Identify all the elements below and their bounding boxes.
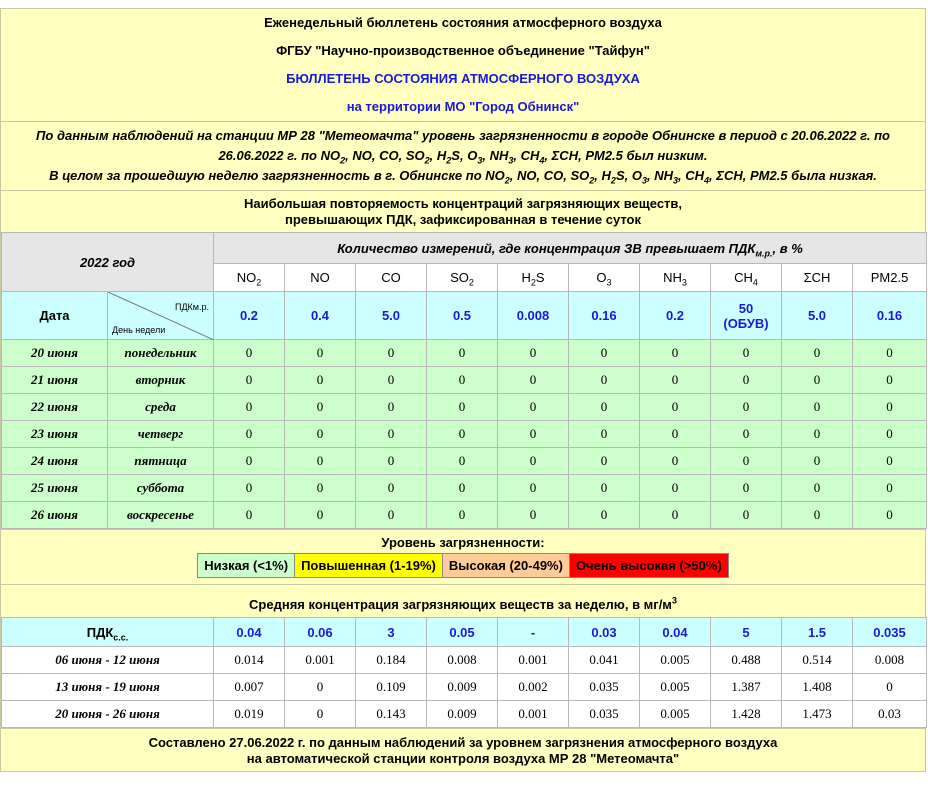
value-cell: 0.488 xyxy=(711,647,782,674)
value-cell: 0 xyxy=(214,475,285,502)
substance-header-0: $NO_2$ xyxy=(214,264,285,292)
value-cell: 0 xyxy=(853,340,927,367)
legend-items xyxy=(197,553,729,578)
value-cell: 1.408 xyxy=(782,674,853,701)
value-cell: 0.001 xyxy=(285,647,356,674)
value-cell: 0 xyxy=(356,394,427,421)
pdk-ss-value-2: 3 xyxy=(356,618,427,647)
value-cell: 0 xyxy=(356,448,427,475)
value-cell: 0 xyxy=(356,367,427,394)
value-cell: 0 xyxy=(285,674,356,701)
pdk-mr-number: 0.008 xyxy=(516,308,550,323)
value-cell: 0 xyxy=(356,421,427,448)
pdk-mr-row xyxy=(2,292,927,340)
value-cell: 0 xyxy=(214,367,285,394)
value-cell: 1.387 xyxy=(711,674,782,701)
value-cell: 0.001 xyxy=(498,701,569,728)
legend-title: Уровень загрязненности: xyxy=(381,535,545,550)
row-date: 25 июня xyxy=(2,475,108,502)
value-cell: 0 xyxy=(498,367,569,394)
row-weekday: понедельник xyxy=(108,340,214,367)
value-cell: 0.005 xyxy=(640,674,711,701)
value-cell: 0 xyxy=(356,340,427,367)
row-period: 13 июня - 19 июня xyxy=(2,674,214,701)
diag-bottom-label: День недели xyxy=(112,325,166,335)
header-line-2: ФГБУ "Научно-производственное объединение "Тайфун" xyxy=(276,43,650,58)
value-cell: 0 xyxy=(853,674,927,701)
table-row xyxy=(2,475,927,502)
value-cell: 0.514 xyxy=(782,647,853,674)
value-cell: 0 xyxy=(569,421,640,448)
pdk-mr-value-3 xyxy=(427,292,498,340)
substance-header-4: $H_2S$ xyxy=(498,264,569,292)
row-date: 24 июня xyxy=(2,448,108,475)
pdk-mr-value-8 xyxy=(782,292,853,340)
value-cell: 0 xyxy=(569,340,640,367)
value-cell: 0 xyxy=(214,394,285,421)
value-cell: 0 xyxy=(640,421,711,448)
row-weekday: среда xyxy=(108,394,214,421)
value-cell: 0.008 xyxy=(427,647,498,674)
pdk-ss-value-7: 5 xyxy=(711,618,782,647)
value-cell: 0 xyxy=(285,475,356,502)
legend-item-2: Высокая (20-49%) xyxy=(443,554,570,577)
row-weekday: пятница xyxy=(108,448,214,475)
value-cell: 0 xyxy=(640,475,711,502)
row-weekday: суббота xyxy=(108,475,214,502)
value-cell: 0 xyxy=(498,448,569,475)
value-cell: 0 xyxy=(427,367,498,394)
value-cell: 0.009 xyxy=(427,674,498,701)
value-cell: 0.03 xyxy=(853,701,927,728)
pdk-mr-value-2 xyxy=(356,292,427,340)
value-cell: 0 xyxy=(427,502,498,529)
substance-header-9: PM2.5 xyxy=(853,264,927,292)
value-cell: 0.109 xyxy=(356,674,427,701)
value-cell: 0 xyxy=(427,421,498,448)
pdk-mr-number: 5.0 xyxy=(807,308,827,323)
value-cell: 0.005 xyxy=(640,701,711,728)
row-weekday: воскресенье xyxy=(108,502,214,529)
value-cell: 0 xyxy=(285,448,356,475)
value-cell: 0 xyxy=(214,421,285,448)
legend-item-3: Очень высокая (>50%) xyxy=(570,554,728,577)
pdk-ss-label: $ПДК_{с.с.}$ xyxy=(2,618,214,647)
row-date: 21 июня xyxy=(2,367,108,394)
section1-title: Наибольшая повторяемость концентраций загрязняющих веществ, превышающих ПДК, зафиксированная в течение суток xyxy=(1,190,925,232)
pdk-mr-number: 0.5 xyxy=(452,308,472,323)
value-cell: 0 xyxy=(782,340,853,367)
pdk-ss-value-5: 0.03 xyxy=(569,618,640,647)
value-cell: 0 xyxy=(853,367,927,394)
table-row xyxy=(2,647,927,674)
pdk-ss-value-8: 1.5 xyxy=(782,618,853,647)
value-cell: 0 xyxy=(427,475,498,502)
intro-paragraph-2: В целом за прошедшую неделю загрязненность в г. Обнинске по $NO_2$, NO, CO, $SO_2$, $H_2S$, $O_3$, $NH_3$, $CH_4$, ΣCH, PM2.5 была низкая. xyxy=(49,168,877,186)
substance-header-1: NO xyxy=(285,264,356,292)
legend-item-1: Повышенная (1-19%) xyxy=(295,554,443,577)
intro-text xyxy=(1,121,925,190)
pdk-mr-value-7 xyxy=(711,292,782,340)
pdk-ss-value-6: 0.04 xyxy=(640,618,711,647)
exceedance-table xyxy=(1,232,927,529)
value-cell: 0 xyxy=(285,340,356,367)
pdk-mr-value-4 xyxy=(498,292,569,340)
pdk-mr-number: 0.2 xyxy=(239,308,259,323)
pdk-mr-number: 0.16 xyxy=(591,308,617,323)
intro-paragraph-1: По данным наблюдений на станции МР 28 "Метеомачта" уровень загрязненности в городе Обнинске в период с 20.06.2022 г. по 26.06.2022 г. по $NO_2$, NO, CO, $SO_2$, $H_2S$, $O_3$, $NH_3$, $CH_4$, ΣCH, PM2.5 был низким. xyxy=(36,128,890,166)
row-weekday: вторник xyxy=(108,367,214,394)
substance-header-5: $O_3$ xyxy=(569,264,640,292)
bulletin-header xyxy=(1,9,925,121)
value-cell: 0 xyxy=(640,367,711,394)
value-cell: 0 xyxy=(711,394,782,421)
table-row xyxy=(2,340,927,367)
pdk-mr-value-1 xyxy=(285,292,356,340)
pdk-ss-value-9: 0.035 xyxy=(853,618,927,647)
pdk-mr-number: 0.16 xyxy=(876,308,903,323)
value-cell: 0 xyxy=(427,448,498,475)
table-row xyxy=(2,394,927,421)
pdk-mr-value-0 xyxy=(214,292,285,340)
bulletin-footer: Составлено 27.06.2022 г. по данным наблюдений за уровнем загрязнения атмосферного воздуха на автоматической станции контроля воздуха МР 28 "Метеомачта" xyxy=(1,728,925,771)
value-cell: 0 xyxy=(853,394,927,421)
value-cell: 0 xyxy=(782,421,853,448)
value-cell: 0.007 xyxy=(214,674,285,701)
table-row xyxy=(2,421,927,448)
value-cell: 0 xyxy=(427,394,498,421)
table-row xyxy=(2,701,927,728)
substance-header-2: CO xyxy=(356,264,427,292)
value-cell: 0 xyxy=(356,475,427,502)
value-cell: 1.473 xyxy=(782,701,853,728)
value-cell: 0 xyxy=(498,502,569,529)
value-cell: 0.014 xyxy=(214,647,285,674)
value-cell: 0 xyxy=(711,448,782,475)
date-label: Дата xyxy=(2,292,108,340)
pdk-ss-row xyxy=(2,618,927,647)
pdk-mr-number: 5.0 xyxy=(381,308,401,323)
section2-title: Средняя концентрация загрязняющих веществ за неделю, в $мг/м^3$ xyxy=(1,584,925,617)
value-cell: 0.001 xyxy=(498,647,569,674)
value-cell: 0 xyxy=(711,502,782,529)
row-date: 23 июня xyxy=(2,421,108,448)
row-date: 26 июня xyxy=(2,502,108,529)
value-cell: 0 xyxy=(853,421,927,448)
pdk-ch4-note: (ОБУВ) xyxy=(723,315,769,331)
value-cell: 0 xyxy=(285,502,356,529)
value-cell: 0 xyxy=(285,394,356,421)
header-line-4: на территории МО "Город Обнинск" xyxy=(346,99,580,114)
value-cell: 0 xyxy=(711,421,782,448)
value-cell: 0 xyxy=(782,448,853,475)
value-cell: 0 xyxy=(427,340,498,367)
year-label: 2022 год xyxy=(2,233,214,292)
row-period: 20 июня - 26 июня xyxy=(2,701,214,728)
diagonal-header-cell xyxy=(108,292,214,340)
substance-header-8: ΣCH xyxy=(782,264,853,292)
pdk-mr-number: 0.4 xyxy=(310,308,330,323)
value-cell: 0 xyxy=(711,475,782,502)
value-cell: 0 xyxy=(853,502,927,529)
value-cell: 0 xyxy=(569,475,640,502)
substance-header-3: $SO_2$ xyxy=(427,264,498,292)
value-cell: 0 xyxy=(711,340,782,367)
count-header: Количество измерений, где концентрация ЗВ превышает $ПДК_{м.р.}$, в % xyxy=(214,233,927,264)
substances-list-1: $NO_2$, NO, CO, $SO_2$, $H_2S$, $O_3$, $NH_3$, $CH_4$, ΣCH, PM2.5 xyxy=(320,148,623,166)
value-cell: 0 xyxy=(214,448,285,475)
value-cell: 0 xyxy=(853,448,927,475)
row-period: 06 июня - 12 июня xyxy=(2,647,214,674)
value-cell: 0.143 xyxy=(356,701,427,728)
average-concentration-table xyxy=(1,617,927,728)
value-cell: 0 xyxy=(569,394,640,421)
value-cell: 0 xyxy=(285,367,356,394)
value-cell: 0 xyxy=(214,340,285,367)
value-cell: 0 xyxy=(640,448,711,475)
value-cell: 0 xyxy=(498,340,569,367)
value-cell: 0 xyxy=(853,475,927,502)
value-cell: 0 xyxy=(569,448,640,475)
substances-list-2: $NO_2$, NO, CO, $SO_2$, $H_2S$, $O_3$, $NH_3$, $CH_4$, ΣCH, PM2.5 xyxy=(485,168,788,186)
substance-header-6: $NH_3$ xyxy=(640,264,711,292)
value-cell: 0 xyxy=(569,502,640,529)
value-cell: 0.008 xyxy=(853,647,927,674)
row-date: 22 июня xyxy=(2,394,108,421)
diag-top-label: ПДКм.р. xyxy=(174,302,209,312)
table-row xyxy=(2,367,927,394)
value-cell: 0 xyxy=(285,421,356,448)
value-cell: 0.035 xyxy=(569,674,640,701)
value-cell: 0 xyxy=(782,502,853,529)
table-row xyxy=(2,674,927,701)
value-cell: 0.184 xyxy=(356,647,427,674)
value-cell: 0 xyxy=(782,475,853,502)
value-cell: 1.428 xyxy=(711,701,782,728)
value-cell: 0 xyxy=(711,367,782,394)
pdk-mr-number: 50 xyxy=(738,300,754,316)
pdk-mr-value-5 xyxy=(569,292,640,340)
value-cell: 0.005 xyxy=(640,647,711,674)
pdk-ss-value-3: 0.05 xyxy=(427,618,498,647)
value-cell: 0.002 xyxy=(498,674,569,701)
row-date: 20 июня xyxy=(2,340,108,367)
value-cell: 0 xyxy=(640,502,711,529)
pdk-ss-value-0: 0.04 xyxy=(214,618,285,647)
legend-item-0: Низкая (<1%) xyxy=(198,554,295,577)
value-cell: 0.035 xyxy=(569,701,640,728)
pdk-mr-number: 0.2 xyxy=(665,308,685,323)
value-cell: 0 xyxy=(356,502,427,529)
value-cell: 0.009 xyxy=(427,701,498,728)
table-row xyxy=(2,448,927,475)
substance-header-7: $CH_4$ xyxy=(711,264,782,292)
pollution-level-legend xyxy=(1,529,925,584)
pdk-ss-value-4: - xyxy=(498,618,569,647)
value-cell: 0 xyxy=(569,367,640,394)
value-cell: 0 xyxy=(498,475,569,502)
pdk-ss-value-1: 0.06 xyxy=(285,618,356,647)
row-weekday: четверг xyxy=(108,421,214,448)
value-cell: 0 xyxy=(214,502,285,529)
value-cell: 0.019 xyxy=(214,701,285,728)
value-cell: 0 xyxy=(782,394,853,421)
value-cell: 0.041 xyxy=(569,647,640,674)
bulletin xyxy=(0,8,926,772)
header-line-3: БЮЛЛЕТЕНЬ СОСТОЯНИЯ АТМОСФЕРНОГО ВОЗДУХА xyxy=(286,71,640,86)
value-cell: 0 xyxy=(498,421,569,448)
pdk-mr-value-6 xyxy=(640,292,711,340)
value-cell: 0 xyxy=(782,367,853,394)
value-cell: 0 xyxy=(640,340,711,367)
table-row xyxy=(2,502,927,529)
value-cell: 0 xyxy=(640,394,711,421)
pdk-mr-value-9 xyxy=(853,292,927,340)
header-line-1: Еженедельный бюллетень состояния атмосферного воздуха xyxy=(264,15,662,30)
value-cell: 0 xyxy=(285,701,356,728)
value-cell: 0 xyxy=(498,394,569,421)
